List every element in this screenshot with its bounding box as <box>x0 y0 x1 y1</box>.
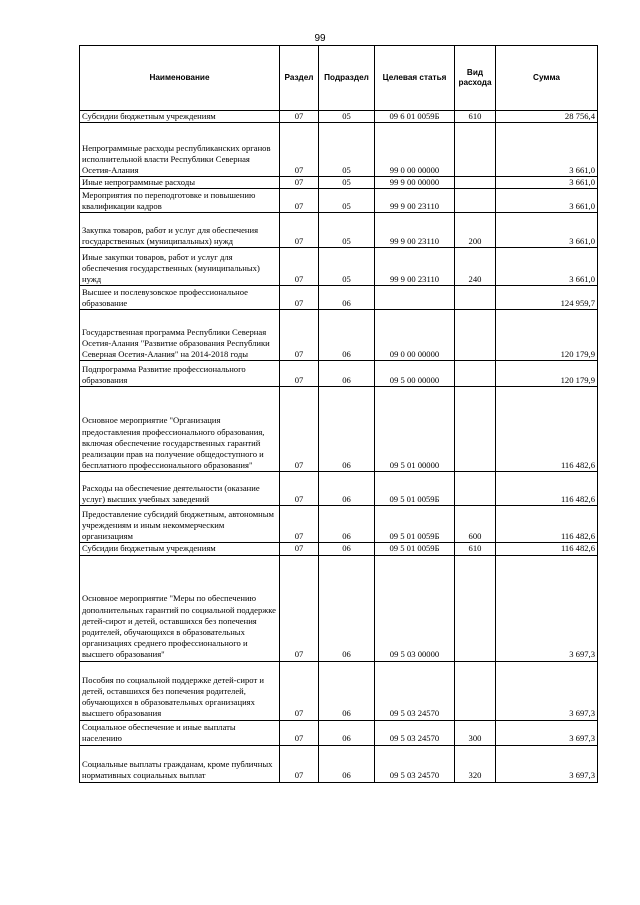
table-row <box>80 248 598 286</box>
cell-vid <box>455 189 496 213</box>
header-razdel: Раздел <box>280 46 319 111</box>
cell-name: Государственная программа Республики Северная Осетия-Алания "Развитие образования Республики Северная Осетия-Алания" на 2014-2018 годы <box>80 310 280 361</box>
cell-podrazdel: 05 <box>319 111 375 123</box>
cell-vid: 200 <box>455 213 496 248</box>
table-row <box>80 472 598 506</box>
header-summa: Сумма <box>496 46 598 111</box>
cell-vid <box>455 286 496 310</box>
cell-razdel: 07 <box>280 310 319 361</box>
cell-summa: 3 697,3 <box>496 661 598 720</box>
cell-podrazdel: 06 <box>319 387 375 472</box>
table-row <box>80 111 598 123</box>
cell-razdel: 07 <box>280 745 319 782</box>
cell-razdel: 07 <box>280 555 319 661</box>
cell-celevaya: 09 5 00 00000 <box>375 361 455 387</box>
table-row <box>80 310 598 361</box>
table-row <box>80 361 598 387</box>
cell-razdel: 07 <box>280 387 319 472</box>
cell-summa: 3 661,0 <box>496 213 598 248</box>
table-row <box>80 661 598 720</box>
cell-podrazdel: 05 <box>319 248 375 286</box>
cell-vid <box>455 661 496 720</box>
cell-summa: 3 661,0 <box>496 177 598 189</box>
cell-celevaya: 99 0 00 00000 <box>375 123 455 177</box>
cell-podrazdel: 06 <box>319 506 375 543</box>
cell-razdel: 07 <box>280 189 319 213</box>
header-celevaya: Целевая статья <box>375 46 455 111</box>
cell-podrazdel: 06 <box>319 286 375 310</box>
cell-celevaya: 09 5 01 00000 <box>375 387 455 472</box>
cell-celevaya: 09 0 00 00000 <box>375 310 455 361</box>
cell-name: Иные закупки товаров, работ и услуг для обеспечения государственных (муниципальных) нужд <box>80 248 280 286</box>
cell-podrazdel: 06 <box>319 720 375 745</box>
cell-vid <box>455 555 496 661</box>
cell-summa: 3 661,0 <box>496 123 598 177</box>
cell-name: Субсидии бюджетным учреждениям <box>80 111 280 123</box>
cell-celevaya: 09 5 03 24570 <box>375 661 455 720</box>
cell-razdel: 07 <box>280 506 319 543</box>
cell-summa: 3 661,0 <box>496 189 598 213</box>
cell-name: Субсидии бюджетным учреждениям <box>80 543 280 555</box>
cell-vid <box>455 472 496 506</box>
cell-celevaya: 09 5 01 0059Б <box>375 472 455 506</box>
table-row <box>80 123 598 177</box>
table-row <box>80 387 598 472</box>
cell-name: Подпрограмма Развитие профессионального образования <box>80 361 280 387</box>
header-name: Наименование <box>80 46 280 111</box>
cell-razdel: 07 <box>280 213 319 248</box>
cell-razdel: 07 <box>280 661 319 720</box>
cell-celevaya: 09 6 01 0059Б <box>375 111 455 123</box>
table-row <box>80 745 598 782</box>
cell-name: Иные непрограммные расходы <box>80 177 280 189</box>
table-row <box>80 177 598 189</box>
cell-podrazdel: 06 <box>319 745 375 782</box>
cell-podrazdel: 05 <box>319 177 375 189</box>
cell-summa: 3 661,0 <box>496 248 598 286</box>
table-body <box>80 111 598 783</box>
cell-name: Мероприятия по переподготовке и повышению квалификации кадров <box>80 189 280 213</box>
cell-podrazdel: 05 <box>319 123 375 177</box>
cell-razdel: 07 <box>280 720 319 745</box>
cell-vid: 300 <box>455 720 496 745</box>
cell-celevaya: 99 9 00 23110 <box>375 189 455 213</box>
cell-vid <box>455 123 496 177</box>
table-row <box>80 543 598 555</box>
cell-name: Непрограммные расходы республиканских органов исполнительной власти Республики Северная Осетия-Алания <box>80 123 280 177</box>
cell-name: Основное мероприятие "Меры по обеспечению дополнительных гарантий по социальной поддержке детей-сирот и детей, оставшихся без попечения родителей, обучающихся в образовательных организациях среднего профессионального и высшего образования" <box>80 555 280 661</box>
cell-vid <box>455 387 496 472</box>
cell-podrazdel: 05 <box>319 213 375 248</box>
table-row <box>80 213 598 248</box>
cell-vid: 610 <box>455 543 496 555</box>
cell-podrazdel: 06 <box>319 543 375 555</box>
cell-razdel: 07 <box>280 543 319 555</box>
cell-summa: 116 482,6 <box>496 506 598 543</box>
cell-name: Высшее и послевузовское профессиональное образование <box>80 286 280 310</box>
cell-name: Социальное обеспечение и иные выплаты населению <box>80 720 280 745</box>
cell-podrazdel: 06 <box>319 555 375 661</box>
cell-podrazdel: 06 <box>319 310 375 361</box>
cell-vid <box>455 310 496 361</box>
cell-celevaya: 09 5 03 24570 <box>375 720 455 745</box>
cell-celevaya: 09 5 01 0059Б <box>375 543 455 555</box>
cell-vid: 240 <box>455 248 496 286</box>
cell-summa: 116 482,6 <box>496 543 598 555</box>
cell-summa: 3 697,3 <box>496 745 598 782</box>
cell-celevaya: 99 9 00 00000 <box>375 177 455 189</box>
cell-vid: 610 <box>455 111 496 123</box>
cell-summa: 3 697,3 <box>496 555 598 661</box>
cell-summa: 120 179,9 <box>496 361 598 387</box>
cell-celevaya: 09 5 01 0059Б <box>375 506 455 543</box>
cell-name: Предоставление субсидий бюджетным, автономным учреждениям и иным некоммерческим организациям <box>80 506 280 543</box>
page-number: 99 <box>314 33 326 44</box>
table-row <box>80 555 598 661</box>
table-header-row <box>80 46 598 111</box>
cell-name: Основное мероприятие "Организация предоставления профессионального образования, включая обеспечение государственных гарантий реализации прав на получение общедоступного и бесплатного профессионального образования" <box>80 387 280 472</box>
cell-celevaya: 09 5 03 00000 <box>375 555 455 661</box>
cell-summa: 3 697,3 <box>496 720 598 745</box>
cell-vid: 320 <box>455 745 496 782</box>
cell-name: Расходы на обеспечение деятельности (оказание услуг) высших учебных заведений <box>80 472 280 506</box>
table-row <box>80 286 598 310</box>
cell-celevaya: 09 5 03 24570 <box>375 745 455 782</box>
cell-podrazdel: 05 <box>319 189 375 213</box>
table-row <box>80 720 598 745</box>
cell-vid: 600 <box>455 506 496 543</box>
cell-summa: 116 482,6 <box>496 472 598 506</box>
cell-name: Пособия по социальной поддержке детей-сирот и детей, оставшихся без попечения родителей, обучающихся в образовательных организациях высшего образования <box>80 661 280 720</box>
budget-table <box>79 45 598 783</box>
cell-celevaya: 99 9 00 23110 <box>375 248 455 286</box>
cell-vid <box>455 177 496 189</box>
cell-summa: 124 959,7 <box>496 286 598 310</box>
cell-podrazdel: 06 <box>319 472 375 506</box>
cell-vid <box>455 361 496 387</box>
cell-summa: 28 756,4 <box>496 111 598 123</box>
table-row <box>80 506 598 543</box>
cell-razdel: 07 <box>280 286 319 310</box>
cell-podrazdel: 06 <box>319 661 375 720</box>
cell-razdel: 07 <box>280 123 319 177</box>
header-vid: Вид расхода <box>455 46 496 111</box>
cell-razdel: 07 <box>280 248 319 286</box>
table-row <box>80 189 598 213</box>
cell-razdel: 07 <box>280 472 319 506</box>
cell-name: Социальные выплаты гражданам, кроме публичных нормативных социальных выплат <box>80 745 280 782</box>
cell-summa: 120 179,9 <box>496 310 598 361</box>
cell-name: Закупка товаров, работ и услуг для обеспечения государственных (муниципальных) нужд <box>80 213 280 248</box>
cell-celevaya: 99 9 00 23110 <box>375 213 455 248</box>
cell-podrazdel: 06 <box>319 361 375 387</box>
cell-celevaya <box>375 286 455 310</box>
cell-summa: 116 482,6 <box>496 387 598 472</box>
cell-razdel: 07 <box>280 177 319 189</box>
header-podrazdel: Подраздел <box>319 46 375 111</box>
cell-razdel: 07 <box>280 361 319 387</box>
cell-razdel: 07 <box>280 111 319 123</box>
